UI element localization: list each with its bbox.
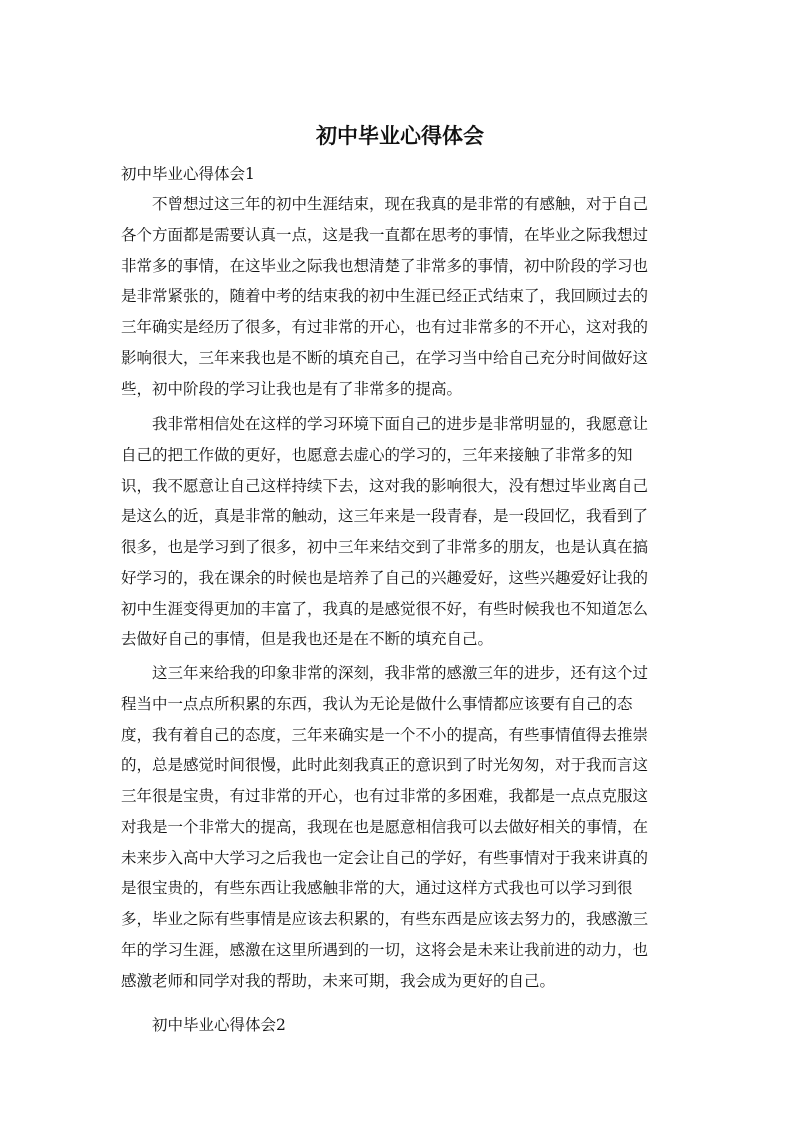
paragraph-line: 三年确实是经历了很多，有过非常的开心，也有过非常多的不开心，这对我的 [121,318,649,336]
paragraph-line: 各个方面都是需要认真一点，这是我一直都在思考的事情，在毕业之际我想过 [121,225,649,244]
paragraph-line: 年的学习生涯，感激在这里所遇到的一切，这将会是未来让我前进的动力，也 [121,940,649,959]
paragraph-line: 多，毕业之际有些事情是应该去积累的，有些东西是应该去努力的，我感激三 [121,910,649,928]
paragraph-line: 影响很大，三年来我也是不断的填充自己，在学习当中给自己充分时间做好这 [121,348,649,367]
paragraph-line: 的，总是感觉时间很慢，此时此刻我真正的意识到了时光匆匆，对于我而言这 [121,756,649,775]
paragraph-line: 识，我不愿意让自己这样持续下去，这对我的影响很大，没有想过毕业离自己 [121,476,649,495]
paragraph-line: 这三年来给我的印象非常的深刻，我非常的感激三年的进步，还有这个过 [152,664,649,682]
paragraph-line: 是非常紧张的，随着中考的结束我的初中生涯已经正式结束了，我回顾过去的 [121,287,649,306]
paragraph-line: 程当中一点点所积累的东西，我认为无论是做什么事情都应该要有自己的态 [121,694,633,713]
paragraph-line: 去做好自己的事情，但是我也还是在不断的填充自己。 [121,630,494,649]
paragraph-line: 对我是一个非常大的提高，我现在也是愿意相信我可以去做好相关的事情，在 [121,817,649,836]
section-heading-1: 初中毕业心得体会1 [121,165,255,183]
paragraph-3 [121,658,686,996]
paragraph-line: 很多，也是学习到了很多，初中三年来结交到了非常多的朋友，也是认真在搞 [121,538,649,556]
paragraph-line: 度，我有着自己的态度，三年来确实是一个不小的提高，有些事情值得去推崇 [121,725,649,744]
paragraph-line: 感激老师和同学对我的帮助，未来可期，我会成为更好的自己。 [121,971,556,990]
paragraph-line: 是这么的近，真是非常的触动，这三年来是一段青春，是一段回忆，我看到了 [121,507,649,526]
paragraph-line: 好学习的，我在课余的时候也是培养了自己的兴趣爱好，这些兴趣爱好让我的 [121,568,649,587]
paragraph-line: 我非常相信处在这样的学习环境下面自己的进步是非常明显的，我愿意让 [152,415,649,433]
paragraph-line: 初中生涯变得更加的丰富了，我真的是感觉很不好，有些时候我也不知道怎么 [121,599,649,618]
paragraph-line: 三年很是宝贵，有过非常的开心，也有过非常的多困难，我都是一点点克服这 [121,787,649,805]
paragraph-line: 不曾想过这三年的初中生涯结束，现在我真的是非常的有感触，对于自己 [152,195,649,213]
paragraph-1 [121,189,686,404]
paragraph-line: 非常多的事情，在这毕业之际我也想清楚了非常多的事情，初中阶段的学习也 [121,256,649,275]
paragraph-line: 自己的把工作做的更好，也愿意去虚心的学习的，三年来接触了非常多的知 [121,445,633,464]
paragraph-line: 是很宝贵的，有些东西让我感触非常的大，通过这样方式我也可以学习到很 [121,879,633,898]
section-heading-2: 初中毕业心得体会2 [152,1016,286,1034]
paragraph-line: 未来步入高中大学习之后我也一定会让自己的学好，有些事情对于我来讲真的 [121,848,649,867]
document-title: 初中毕业心得体会 [316,124,484,148]
paragraph-line: 些，初中阶段的学习让我也是有了非常多的提高。 [121,379,463,398]
paragraph-2 [121,409,686,655]
